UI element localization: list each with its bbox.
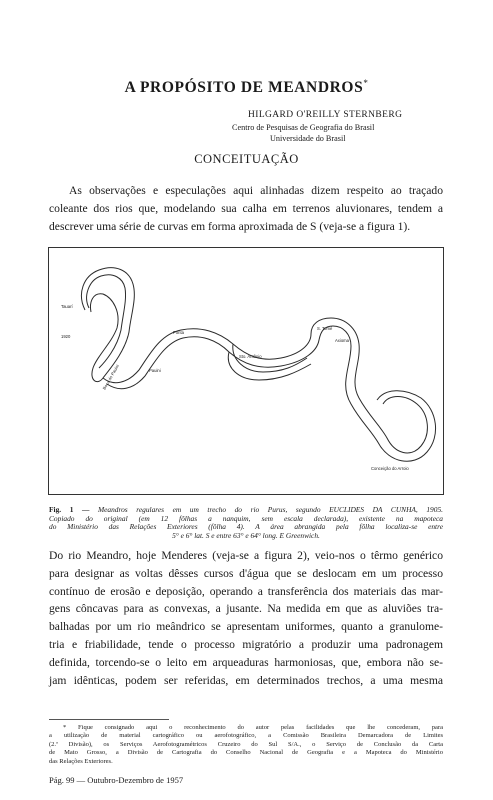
footnote (49, 724, 443, 766)
title-footnote-mark: * (363, 78, 369, 88)
body-line: balhadas por um rio meândrico se apresentam uniformes, quanto a granulome- (49, 620, 443, 634)
intro-line: coleante dos rios que, modelando sua calha em terrenos aluvionares, tendem a (49, 201, 443, 215)
author-name: HILGARD O'REILLY STERNBERG (248, 110, 403, 120)
map-label: Sto. Antônio (239, 354, 262, 359)
map-label: 1920 (61, 334, 71, 339)
body-line: jam idênticas, podem ser referidas, em determinados trechos, a uma mesma (49, 673, 443, 687)
intro-line: As observações e especulações aqui alinhadas dizem respeito ao traçado (69, 184, 443, 197)
body-paragraph (49, 547, 443, 689)
article-title (0, 78, 493, 97)
caption-line: Copiado do original (em 12 fôlhas a nanquim, sem escala declarada), existente na mapoteca (49, 513, 443, 523)
footnote-line: (2.ª Divisão), os Serviços Aerofotogramétricos Cruzeiro do Sul S/A., o Serviço de Conclusão da Carta (49, 740, 443, 748)
footnote-divider (49, 719, 169, 720)
map-label: Tauarí (61, 304, 73, 309)
body-line: gens côncavas para as convexas, a jusante. Na medida em que as aluviões tra- (49, 602, 443, 616)
footnote-line: de Mato Grosso, a Divisão de Cartografia do Conselho Nacional de Geografia e a Mapoteca do Ministério (49, 749, 443, 757)
river-meander-map (49, 248, 443, 494)
title-text: A PROPÓSITO DE MEANDROS (124, 79, 364, 97)
section-heading: CONCEITUAÇÃO (194, 152, 299, 166)
intro-paragraph (49, 182, 443, 235)
caption-text: Meandros regulares em um trecho do rio Purus, segundo EUCLIDES DA CUNHA, 1905. (97, 505, 443, 514)
body-line: contínuo de erosão e deposição, operando a transferência dos materiais das mar- (49, 584, 443, 598)
map-label: Axioma (335, 338, 349, 343)
body-line: definida, torcendo-se o leito em arqueaduras harmoniosas, que, embora não se- (49, 655, 443, 669)
caption-line: do Ministério das Relações Exteriores (fôlha 4). A área abrangida pela fôlha localiza-se entre (49, 522, 443, 532)
caption-lead: Fig. 1 — (49, 505, 90, 514)
footnote-line: * Fique consignado aqui o reconhecimento do autor pelas facilidades que lhe concederam, para (63, 724, 443, 731)
footnote-line: a utilização de material cartográfico ou aerofotográfico, a Comissão Brasileira Demarcadora de Limites (49, 732, 443, 740)
figure-1-map (48, 247, 444, 495)
body-line: para designar as voltas dêsses cursos d'água que se deslocam em um processo (49, 566, 443, 580)
affiliation-line-1: Centro de Pesquisas de Geografia do Brasil (232, 123, 375, 132)
map-label: Ponta (173, 330, 184, 335)
map-label: Boca do Pauini (101, 363, 120, 391)
map-label: S. Tomé (317, 326, 333, 331)
map-label: Pauini (149, 368, 161, 373)
body-line: tria e friabilidade, tende o processo migratório a produzir uma padronagem (49, 637, 443, 651)
river-channel (81, 268, 435, 462)
caption-line: 5° e 6° lat. S e entre 63° e 64° long. E Greenwich. (172, 531, 320, 541)
footnote-line: das Relações Exteriores. (49, 757, 113, 765)
page-footer: Pág. 99 — Outubro-Dezembro de 1957 (49, 775, 184, 785)
body-line: Do rio Meandro, hoje Menderes (veja-se a figura 2), veio-nos o têrmo genérico (49, 549, 443, 562)
intro-line: descrever uma série de curvas em forma aproximada de S (veja-se a figura 1). (49, 219, 411, 233)
map-label: Conceição do Arroio (371, 466, 409, 471)
figure-caption (49, 506, 443, 541)
affiliation-line-2: Universidade do Brasil (270, 134, 346, 143)
